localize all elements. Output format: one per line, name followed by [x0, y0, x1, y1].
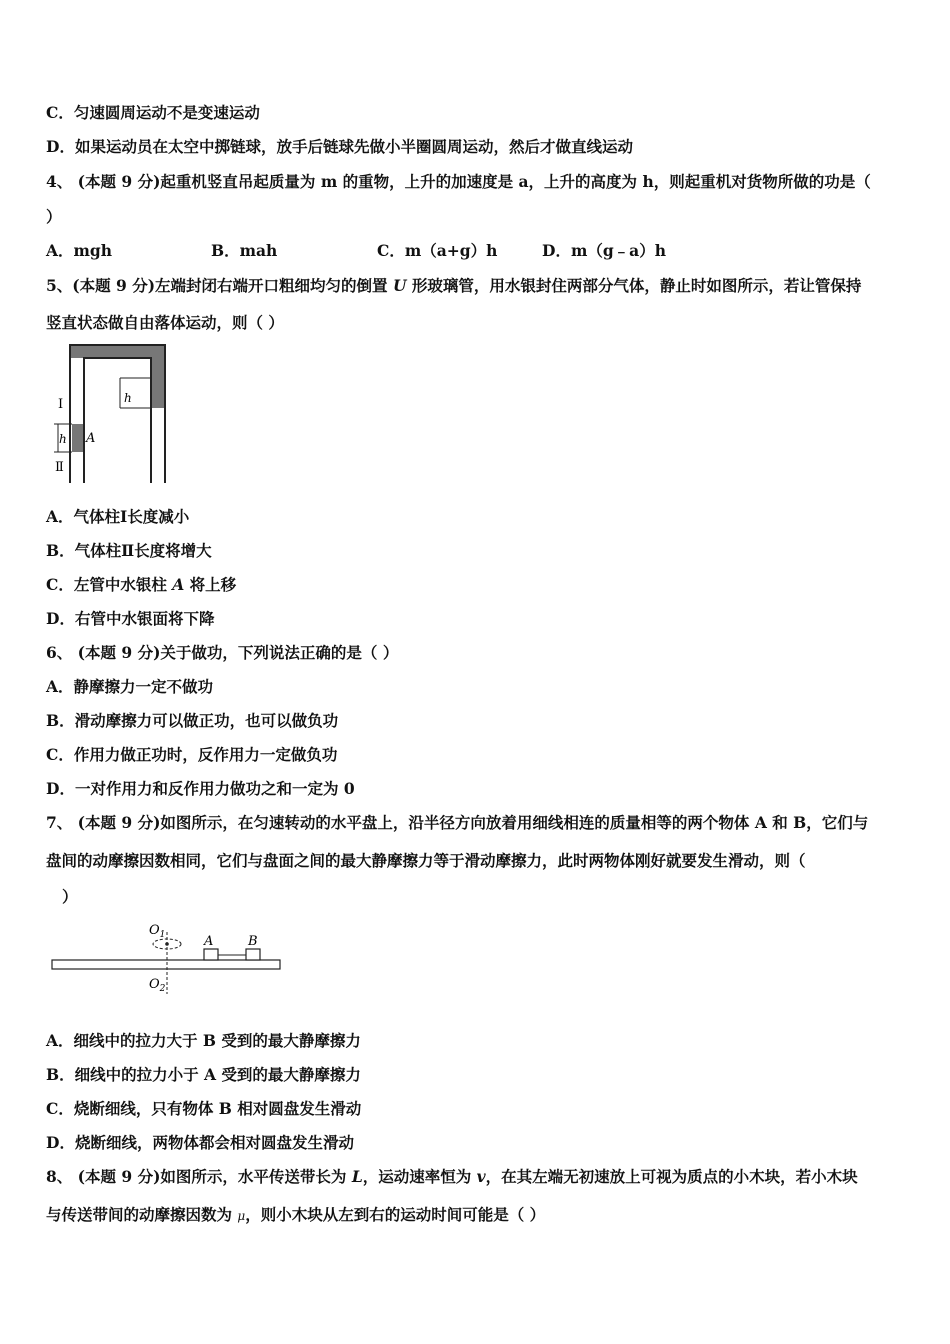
label-a: A: [86, 431, 96, 446]
q7-stem-line2: 盘间的动摩擦因数相同，它们与盘面之间的最大静摩擦力等于滑动摩擦力，此时两物体刚好就要发生滑动，则（: [46, 851, 806, 870]
q4-option-c: C．m（a+g）h: [377, 241, 498, 260]
q4-option-b: B．mah: [211, 241, 278, 260]
q7-stem-line1: 7、 (本题 9 分)如图所示，在匀速转动的水平盘上，沿半径方向放着用细线相连的质量相等的两个物体 A 和 B，它们与: [46, 813, 869, 832]
q5-option-a: A．气体柱Ⅰ长度减小: [46, 507, 190, 526]
q8-stem-line1: 8、 (本题 9 分)如图所示，水平传送带长为 L，运动速率恒为 v，在其左端无初速放上可视为质点的小木块，若小木块: [46, 1167, 858, 1186]
right-mercury: [151, 358, 165, 408]
q4-options: [46, 241, 746, 261]
q4-option-a: A．mgh: [46, 241, 113, 260]
q6-stem: 6、 (本题 9 分)关于做功，下列说法正确的是（ ）: [46, 643, 399, 662]
q5-option-d: D．右管中水银面将下降: [46, 609, 215, 628]
q5-option-b: B．气体柱Ⅱ长度将增大: [46, 541, 212, 560]
q6-option-c: C．作用力做正功时，反作用力一定做负功: [46, 745, 338, 764]
mercury-column-a: [72, 424, 84, 452]
label-h-right: h: [124, 391, 132, 405]
q4-stem-line1: 4、 (本题 9 分)起重机竖直吊起质量为 m 的重物，上升的加速度是 a，上升的高度为 h，则起重机对货物所做的功是（: [46, 172, 871, 191]
block-a: [204, 949, 218, 960]
label-h-left: h: [59, 432, 67, 446]
disc-plate: [52, 960, 280, 969]
q7-option-c: C．烧断细线，只有物体 B 相对圆盘发生滑动: [46, 1099, 362, 1118]
q5-option-c: C．左管中水银柱 A 将上移: [46, 575, 237, 594]
q7-option-a: A．细线中的拉力大于 B 受到的最大静摩擦力: [46, 1031, 361, 1050]
u-tube-figure: [40, 338, 180, 488]
q6-option-b: B．滑动摩擦力可以做正功，也可以做负功: [46, 711, 339, 730]
top-mercury: [70, 345, 165, 358]
block-b: [246, 949, 260, 960]
q4-stem-line2: ）: [46, 207, 62, 226]
label-b: B: [248, 934, 258, 949]
q5-stem-line1: 5、(本题 9 分)左端封闭右端开口粗细均匀的倒置 U 形玻璃管，用水银封住两部分气体，静止时如图所示，若让管保持: [46, 276, 862, 295]
q8-stem-line2: 与传送带间的动摩擦因数为 μ，则小木块从左到右的运动时间可能是（ ）: [46, 1205, 546, 1224]
q7-option-d: D．烧断细线，两物体都会相对圆盘发生滑动: [46, 1133, 354, 1152]
q3-option-d: D．如果运动员在太空中掷链球，放手后链球先做小半圈圆周运动，然后才做直线运动: [46, 137, 633, 156]
label-a: A: [204, 934, 214, 949]
rotating-disc-figure: [48, 918, 288, 998]
q4-option-d: D．m（g﹣a）h: [542, 241, 666, 260]
q3-option-c: C．匀速圆周运动不是变速运动: [46, 103, 260, 122]
q7-stem-line3: ）: [62, 887, 78, 906]
label-o2: $O_2$: [149, 977, 166, 994]
label-gas-i: Ⅰ: [58, 397, 64, 412]
q6-option-d: D．一对作用力和反作用力做功之和一定为 0: [46, 779, 355, 798]
label-o1: $O_1$: [149, 923, 166, 940]
q7-option-b: B．细线中的拉力小于 A 受到的最大静摩擦力: [46, 1065, 361, 1084]
label-gas-ii: Ⅱ: [55, 460, 64, 475]
q5-stem-line2: 竖直状态做自由落体运动，则（ ）: [46, 313, 284, 332]
q6-option-a: A．静摩擦力一定不做功: [46, 677, 214, 696]
